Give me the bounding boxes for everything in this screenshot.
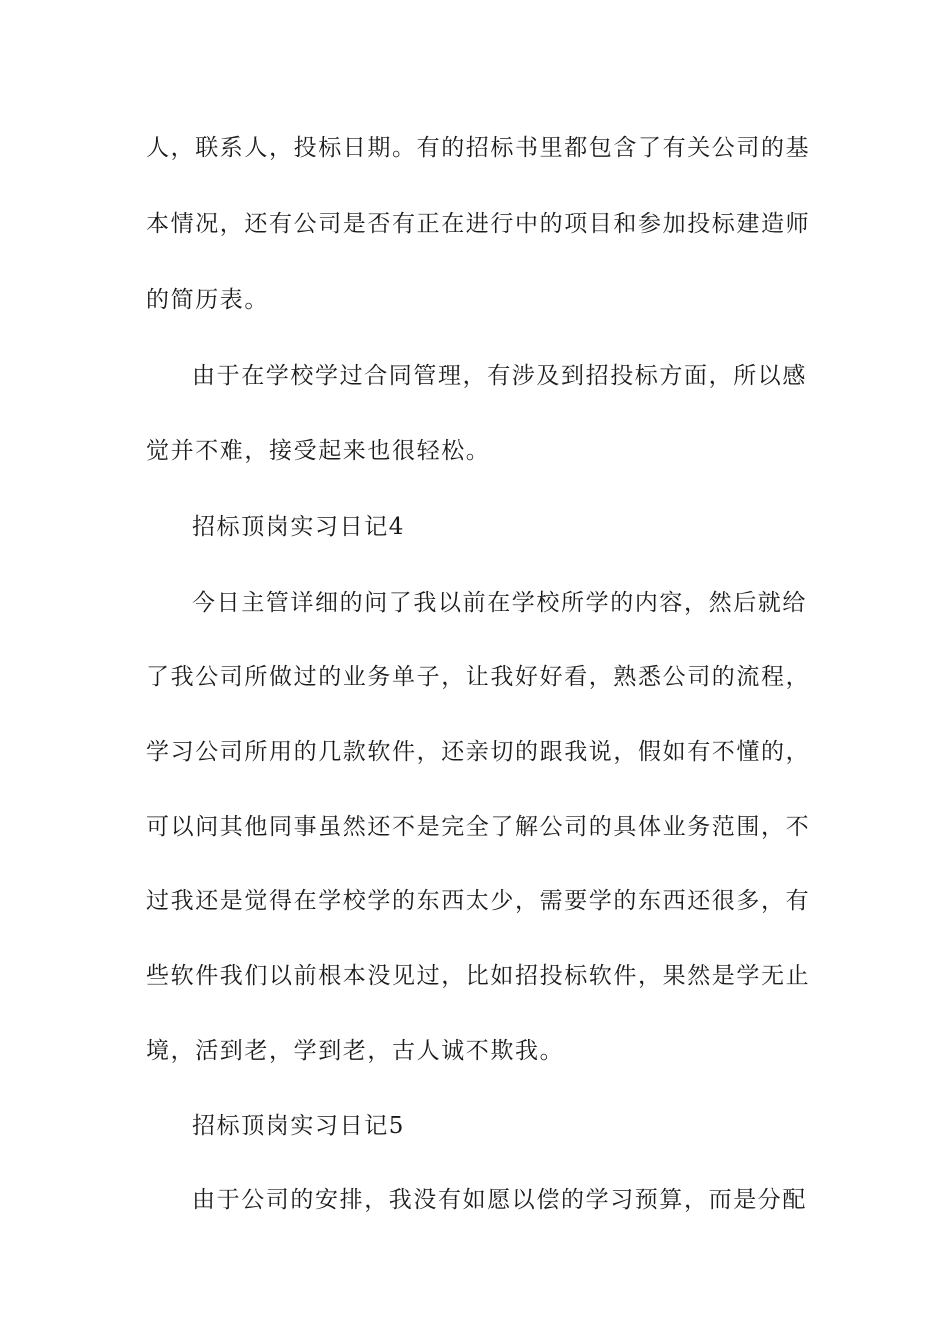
paragraph-line: 境，活到老，学到老，古人诚不欺我。	[146, 1038, 565, 1064]
paragraph-line: 学习公司所用的几款软件，还亲切的跟我说，假如有不懂的，	[146, 739, 811, 765]
section-heading: 招标顶岗实习日记4	[192, 514, 406, 540]
paragraph-line: 今日主管详细的问了我以前在学校所学的内容，然后就给	[192, 590, 807, 616]
paragraph-line: 过我还是觉得在学校学的东西太少，需要学的东西还很多，有	[146, 888, 811, 914]
paragraph-line: 本情况，还有公司是否有正在进行中的项目和参加投标建造师	[146, 211, 811, 237]
paragraph-line: 可以问其他同事虽然还不是完全了解公司的具体业务范围，不	[146, 814, 811, 840]
paragraph-line: 了我公司所做过的业务单子，让我好好看，熟悉公司的流程，	[146, 664, 811, 690]
paragraph-line: 些软件我们以前根本没见过，比如招投标软件，果然是学无止	[146, 963, 811, 989]
section-heading: 招标顶岗实习日记5	[192, 1113, 406, 1139]
paragraph-line: 觉并不难，接受起来也很轻松。	[146, 438, 491, 464]
paragraph-line: 的简历表。	[146, 287, 269, 313]
paragraph-line: 由于在学校学过合同管理，有涉及到招投标方面，所以感	[192, 363, 807, 389]
paragraph-line: 由于公司的安排，我没有如愿以偿的学习预算，而是分配	[192, 1187, 807, 1213]
paragraph-line: 人，联系人，投标日期。有的招标书里都包含了有关公司的基	[146, 135, 811, 161]
